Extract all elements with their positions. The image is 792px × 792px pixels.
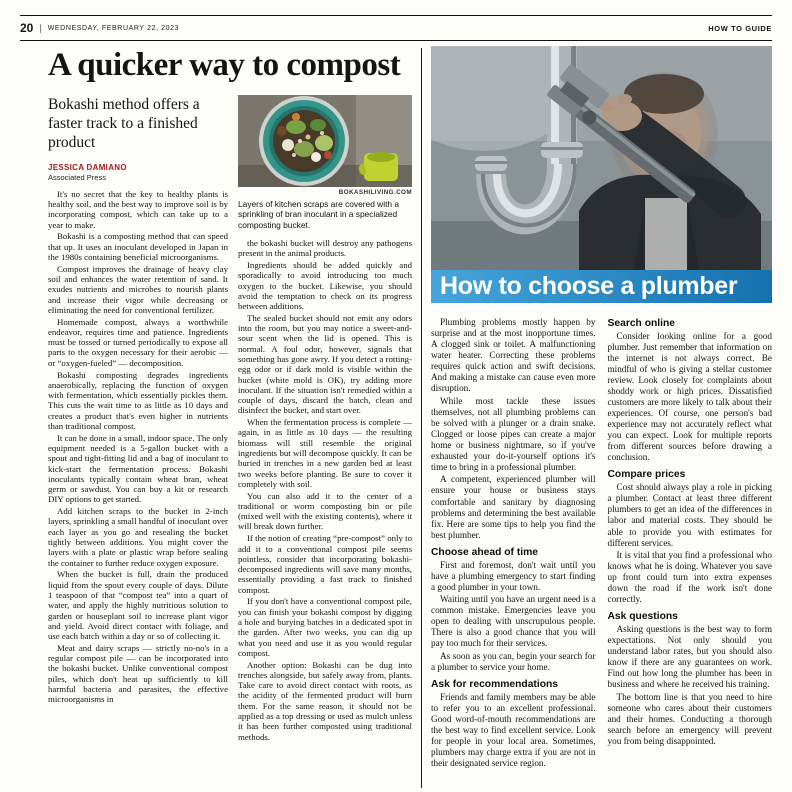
body-paragraph: While most tackle these issues themselves, not all plumbing problems can be solved with a plunger or a drain snake. Clogged or loose pipes can create a major home or business nightmare, so if you've exhausted your do-it-yourself options it's time to bring in a professional plumber. xyxy=(431,395,596,472)
plumber-photo xyxy=(431,46,772,303)
page-date: WEDNESDAY, FEBRUARY 22, 2023 xyxy=(47,24,180,32)
compost-article xyxy=(20,46,412,788)
body-paragraph: the bokashi bucket will destroy any pathogens present in the animal products. xyxy=(238,237,412,259)
plumber-photo-graphic xyxy=(431,46,772,303)
compost-photo-graphic xyxy=(238,95,412,187)
compost-column-2 xyxy=(238,92,412,744)
compost-column-1 xyxy=(48,92,228,744)
section-heading: Ask for recommendations xyxy=(431,678,559,690)
photo-credit: BOKASHILIVING.COM xyxy=(338,188,412,196)
measuring-cup xyxy=(359,152,398,181)
body-paragraph: Consider looking online for a good plumber. Just remember that information on the internet is not always correct. Be mindful of who is giving a stellar customer review. Look closely for complaints about shoddy work or high prices. Dissatisfied customers are more likely to talk about their experiences. Of course, one person's bad experience may not accurately reflect what you can expect. Look for multiple reports from different sources before drawing a conclusion. xyxy=(607,331,772,463)
plumber-article xyxy=(431,46,772,788)
plumber-column-1 xyxy=(431,317,596,771)
section-heading: Choose ahead of time xyxy=(431,546,538,558)
body-paragraph: When the fermentation process is complete — again, in as little as 10 days — the resulting biomass will still resemble the original ingredients but will decompose quickly. It can be buried in trenches in a new garden bed at least two weeks before planting. Be sure to cover it completely with soil. xyxy=(238,417,412,489)
section-heading: Search online xyxy=(607,318,676,329)
body-paragraph: Homemade compost, always a worthwhile endeavor, requires time and patience. Ingredients must be tossed or turned periodically to expose all parts to the oxygen necessary for their aerobic — or “oxygen-fueled” — decomposition. xyxy=(48,316,228,368)
body-paragraph: As soon as you can, begin your search for a plumber to service your home. xyxy=(431,650,596,672)
body-paragraph: It is vital that you find a professional who knows what he is doing. Whatever you save up front could turn into extra expenses down the road if the work isn't done correctly. xyxy=(607,550,772,605)
top-rule xyxy=(20,15,772,16)
compost-photo xyxy=(238,95,412,187)
body-paragraph: Another option: Bokashi can be dug into trenches alongside, but safely away from, plants. Take care to avoid direct contact with roots, as the acidity of the fermented product will burn them. For the same reason, it should not be applied as a top dressing or used as mulch unless it has been further composted using traditional methods. xyxy=(238,659,412,742)
body-paragraph: Bokashi composting degrades ingredients anaerobically, replacing the function of oxygen with fermentation, which essentially pickles them. This cuts the wait time to as little as 10 days and creates a product that's even higher in nutrients than traditional compost. xyxy=(48,369,228,431)
body-paragraph: The sealed bucket should not emit any odors into the room, but you may notice a sweet-and-sour scent when the lid is opened. This is normal. A foul odor, however, signals that something has gone awry. If you detect a rotting-egg odor or if dark mold is visible within the bucket (white mold is OK), try adding more inoculant. If the situation isn't remedied within a couple of days, discard the batch, clean and disinfect the bucket, and start over. xyxy=(238,312,412,416)
body-paragraph: Meat and dairy scraps — strictly no-no's in a regular compost pile — can be incorporated into the bokashi bucket. Unlike conventional compost piles, which don't heat up sufficiently to kill harmful bacteria and parasites, the effective microorganisms in xyxy=(48,642,228,705)
header-left xyxy=(20,21,179,35)
body-paragraph: First and foremost, don't wait until you have a plumbing emergency to start finding a good plumber in your town. xyxy=(431,559,596,592)
body-paragraph: Asking questions is the best way to form expectations. Not only should you understand labor rates, but you should also know if there are any guarantees on work. Find out how long the plumber has been in business and where he received his training. xyxy=(607,624,772,690)
compost-bucket xyxy=(259,96,349,186)
compost-headline: A quicker way to compost xyxy=(48,47,401,83)
body-paragraph: Bokashi is a composting method that can speed that up. It uses an inoculant developed in Japan in the 1980s containing beneficial microorganisms. xyxy=(48,231,228,262)
section-title: HOW TO GUIDE xyxy=(708,23,772,33)
body-paragraph: Friends and family members may be able to refer you to an excellent professional. Good word-of-mouth recommendations are the best way to find excellent service. Look for people in your local area. Sometimes, plumbers may charge extra if you are not in their designated service region. xyxy=(431,691,596,769)
byline xyxy=(48,163,228,182)
header-separator: | xyxy=(39,23,42,33)
body-paragraph: You can also add it to the center of a traditional or worm composting bin or pile (mixed well with the existing contents), where it will break down further. xyxy=(238,490,412,532)
body-paragraph: The bottom line is that you need to hire someone who cares about their customers and their homes. Conducting a thorough search before an emergency will prevent you from being disappointed. xyxy=(607,691,772,747)
compost-subhead: Bokashi method offers a faster track to a finished product xyxy=(48,95,200,152)
compost-body-col1 xyxy=(48,189,228,705)
body-paragraph: If you don't have a conventional compost pile, you can finish your bokashi compost by digging a hole and burying batches in a dedicated spot in the garden. After two weeks, you can dig up what you need and use it as you would regular compost. xyxy=(238,596,412,658)
section-heading: Ask questions xyxy=(607,611,678,623)
body-paragraph: Compost improves the drainage of heavy clay soil and enhances the water retention of sand. It exudes nutrients and microbes to nourish plants and increase their vigor while decreasing or eliminating the need for conventional fertilizer. xyxy=(48,263,228,315)
section-divider xyxy=(421,48,422,788)
body-paragraph: Ingredients should be added quickly and sporadically to avoid introducing too much oxygen to the bucket. Likewise, you should avoid the temptation to check on its progress between additions. xyxy=(238,259,412,312)
section-heading: Compare prices xyxy=(607,469,686,481)
body-paragraph: It's no secret that the key to healthy plants is healthy soil, and the best way to improve soil is by incorporating compost, which can take up to a year to make. xyxy=(48,188,228,230)
compost-columns xyxy=(48,92,412,744)
body-paragraph: Cost should always play a role in picking a plumber. Contact at least three different plumbers to get an idea of the differences in labor and material costs. They should be able to provide you with estimates for different services. xyxy=(607,482,772,548)
body-paragraph: If the notion of creating “pre-compost” only to add it to a conventional compost pile seems pointless, consider that incorporating bokashi-decomposed ingredients will save many months, essentially providing a fast track to finished compost. xyxy=(238,533,412,595)
byline-name: JESSICA DAMIANO xyxy=(48,162,127,172)
page-content xyxy=(20,46,772,788)
plumber-headline-banner: How to choose a plumber xyxy=(431,270,772,303)
header-rule xyxy=(20,40,772,41)
byline-organization: Associated Press xyxy=(48,172,106,182)
photo-caption: Layers of kitchen scraps are covered with a sprinkling of bran inoculant in a specialized composting bucket. xyxy=(238,198,400,231)
body-paragraph: When the bucket is full, drain the produced liquid from the spout every couple of days. Dilute 1 teaspoon of that “compost tea” into a quart of water, and apply the highly nutritious solution to garden or houseplant soil to increase plant vigor and yield. Avoid direct contact with foliage, and use each batch within a day or so of collecting it. xyxy=(48,569,228,642)
plumber-column-2 xyxy=(608,317,773,771)
plumber-columns xyxy=(431,317,772,771)
body-paragraph: Plumbing problems mostly happen by surprise and at the most inopportune times. A clogged sink or toilet. A malfunctioning water heater. Correcting these problems requires quick action and swift decisions. And making a mistake can cause even more disruption. xyxy=(431,317,596,394)
body-paragraph: Waiting until you have an urgent need is a common mistake. Emergencies leave you open to dealing with unscrupulous people. There is also a good chance that you will pay too much for their services. xyxy=(431,594,596,649)
compost-body-col2 xyxy=(238,238,412,742)
page-number: 20 xyxy=(20,21,34,35)
page-header xyxy=(20,18,772,38)
body-paragraph: It can be done in a small, indoor space. The only equipment needed is a 5-gallon bucket with a spout and tight-fitting lid and a bag of inoculant to kick-start the fermentation process. Bokashi inoculants typically contain wheat bran, wheat germ or sawdust. You can buy a kit or research DIY options to get started. xyxy=(48,432,228,505)
body-paragraph: Add kitchen scraps to the bucket in 2-inch layers, sprinkling a small handful of inoculant over each layer as you go and resealing the bucket tightly between additions. You might cover the layers with a plate or plastic wrap before sealing the container to further reduce oxygen exposure. xyxy=(48,506,228,568)
body-paragraph: A competent, experienced plumber will ensure your house or business stays comfortable and sanitary by diagnosing problems and determining the best available fix. Here are some tips to help you find the best plumber. xyxy=(431,474,596,540)
